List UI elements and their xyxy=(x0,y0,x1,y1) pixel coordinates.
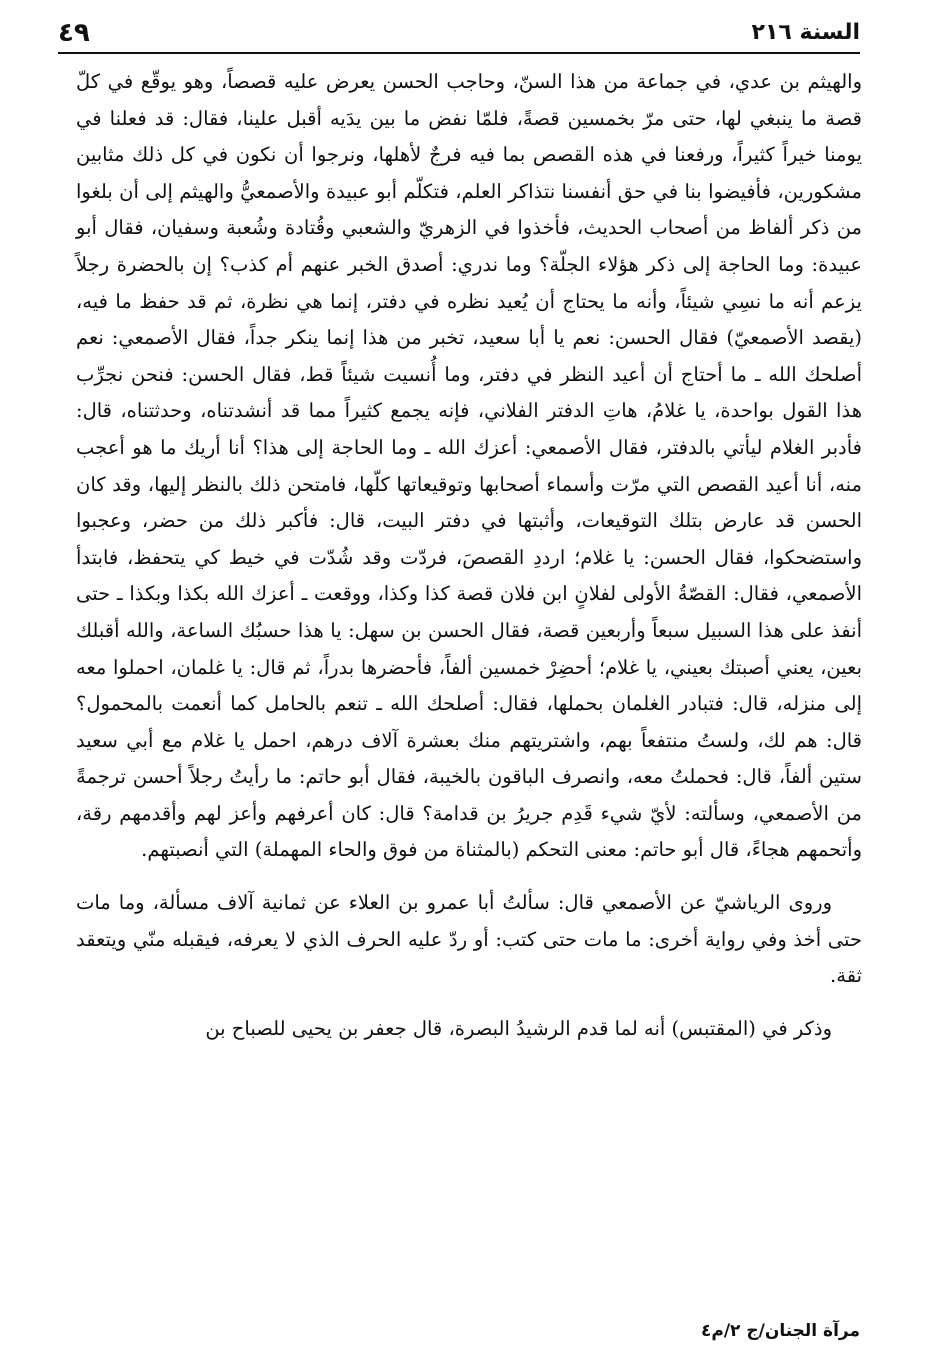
header-rule xyxy=(58,52,860,54)
body-text xyxy=(76,64,862,1047)
paragraph-1: والهيثم بن عدي، في جماعة من هذا السنّ، وحاجب الحسن يعرض عليه قصصاً، وهو يوقّع في كلّ قصة ما ينبغي لها، حتى مرّ بخمسين قصةً، فلمّا نفض ما بين يدَيه أقبل علينا، فقال: قد فعلنا في يومنا خيراً كثيراً، ورفعنا في هذه القصص بما فيه فرجٌ لأهلها، ونرجوا أن نكون في كل ذلك مثابين مشكورين، فأفيضوا بنا في حق أنفسنا نتذاكر العلم، فتكلّم أبو عبيدة والأصمعيُّ والهيثم إلى أن بلغوا من ذكر ألفاظ من أصحاب الحديث، فأخذوا في الزهريّ والشعبي وقُتادة وشُعبة وسفيان، فقال أبو عبيدة: وما الحاجة إلى ذكر هؤلاء الجلّة؟ وما ندري: أصدق الخبر عنهم أم كذب؟ إن بالحضرة رجلاً يزعم أنه ما نسِي شيئاً، وأنه ما يحتاج أن يُعيد نظره في دفتر، إنما هي نظرة، ثم قد حفظ ما فيه، (يقصد الأصمعيّ) فقال الحسن: نعم يا أبا سعيد، تخبر من هذا إنما ينكر جداً، فقال الأصمعي: نعم أصلحك الله ـ ما أحتاج أن أعيد النظر في دفتر، وما أُنسيت شيئاً قط، فقال الحسن: فنحن نجرِّب هذا القول بواحدة، يا غلامُ، هاتِ الدفتر الفلاني، فإنه يجمع كثيراً مما قد أنشدتناه، وحدثتناه، قال: فأدبر الغلام ليأتي بالدفتر، فقال الأصمعي: أعزك الله ـ وما الحاجة إلى هذا؟ أنا أريك ما هو أعجب منه، أنا أعيد القصص التي مرّت وأسماء أصحابها وتوقيعاتها كلّها، فامتحن ذلك بالنظر إليها، وقد كان الحسن قد عارض بتلك التوقيعات، وأثبتها في دفتر البيت، قال: فأكبر ذلك من حضر، وعجبوا واستضحكوا، فقال الحسن: يا غلام؛ ارددِ القصصَ، فردّت وقد شُدّت في خيط كي يتحفظ، فابتدأ الأصمعي، فقال: القصّةُ الأولى لفلانٍ ابن فلان قصة كذا وكذا، ووقعت ـ أعزك الله بكذا وبكذا ـ حتى أنفذ على هذا السبيل سبعاً وأربعين قصة، فقال الحسن بن سهل: يا هذا حسبُك الساعة، والله أقبلك بعين، يعني أصبتك بعيني، يا غلام؛ أحضِرْ خمسين ألفاً، فأحضرها بدراً، ثم قال: يا غلمان، احملوا معه إلى منزله، قال: فتبادر الغلمان بحملها، فقال: أصلحك الله ـ تنعم بالحامل كما أنعمت بالمحمول؟ قال: هم لك، ولستُ منتفعاً بهم، واشتريتهم منك بعشرة آلاف درهم، احمل يا غلام مع أبي سعيد ستين ألفاً، قال: فحملتُ معه، وانصرف الباقون بالخيبة، فقال أبو حاتم: ما رأيتُ رجلاً أحسن ترجمةً من الأصمعي، وسألته: لأيّ شيء قَدِم جريرُ بن قدامة؟ قال: كان أعرفهم وأعز لهم وأقدمهم رقة، وأتحمهم هجاءً، قال أبو حاتم: معنى التحكم (بالمثناة من فوق والحاء المهملة) التي أنصبتهم. xyxy=(76,70,862,862)
footer-signature: مرآة الجنان/ج ٢/م٤ xyxy=(700,1321,860,1341)
running-title: السنة ٢١٦ xyxy=(751,20,860,45)
paragraph-2: وروى الرياشيّ عن الأصمعي قال: سألتُ أبا عمرو بن العلاء عن ثمانية آلاف مسألة، وما مات حتى أخذ وفي رواية أخرى: ما مات حتى كتب: أو ردّ عليه الحرف الذي لا يعرفه، فيقبله منّي ويتعقد ثقة. xyxy=(76,891,862,988)
page-number: ٤٩ xyxy=(58,18,90,48)
paragraph-3: وذكر في (المقتبس) أنه لما قدم الرشيدُ البصرة، قال جعفر بن يحيى للصباح بن xyxy=(205,1016,832,1040)
page-header xyxy=(58,18,860,48)
